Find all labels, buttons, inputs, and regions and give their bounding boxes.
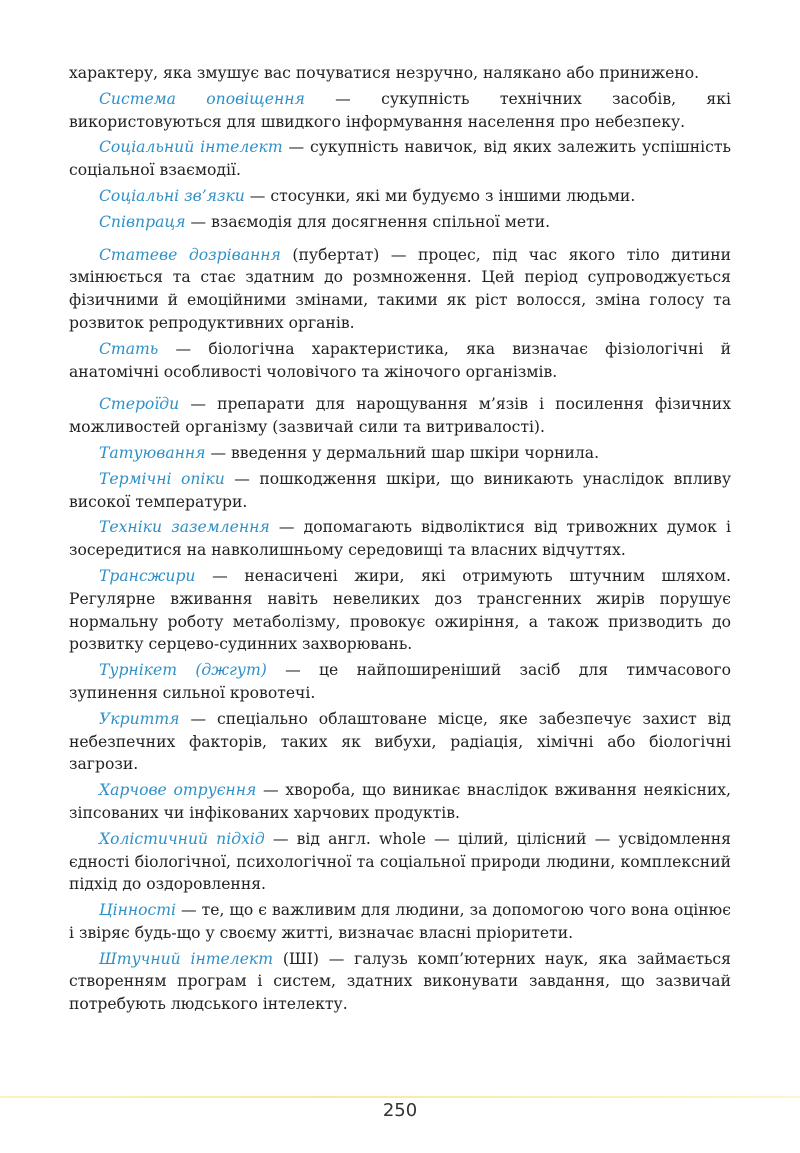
glossary-entry [69,442,731,465]
glossary-definition: — сукупність технічних засобів, які використовуються для швидкого інформування населення про небезпеку. [69,89,732,131]
glossary-definition: (ШІ) — галузь комп’ютерних наук, яка займається створенням програм і систем, здатних виконувати завдання, що зазвичай потребують людського інтелекту. [69,949,732,1014]
glossary-entry [69,338,731,384]
glossary-definition: — спеціально облаштоване місце, яке забезпечує захист від небезпечних факторів, таких як вибухи, радіація, хімічні або біологічні загрози. [69,709,731,774]
glossary-term: Турнікет (джгут) [99,661,267,680]
glossary-definition: — від англ. whole — цілий, цілісний — усвідомлення єдності біологічної, психологічної та соціальної природи людини, комплексний підхід до оздоровлення. [69,829,731,894]
glossary-term: Соціальні зв’язки [99,186,245,205]
glossary-entry [69,948,731,1016]
glossary-entry [69,88,731,134]
glossary-entry [69,828,731,896]
glossary-term: Холістичний підхід [99,829,265,848]
glossary-term: Соціальний інтелект [99,138,283,157]
glossary-entry [69,899,731,945]
glossary-term: Техніки заземлення [99,518,270,537]
glossary-entry [69,516,731,562]
glossary-term: Статеве дозрівання [99,245,281,264]
glossary-term: Стероїди [99,395,180,414]
glossary-term: Система оповіщення [99,89,305,108]
glossary-definition: — біологічна характеристика, яка визначає фізіологічні й анатомічні особливості чоловічого та жіночого організмів. [69,339,731,381]
glossary-entry [69,185,731,208]
glossary-definition: — сукупність навичок, від яких залежить успішність соціальної взаємодії. [69,138,731,180]
glossary-term: Укриття [99,709,180,728]
glossary-term: Цінності [99,901,177,920]
page-number: 250 [382,1100,418,1121]
glossary-definition: — допомагають відволіктися від тривожних думок і зосередитися на навколишньому середовищі та власних відчуттях. [69,518,731,560]
glossary-term: Татуювання [99,443,206,462]
glossary-entry [69,779,731,825]
glossary-definition: — ненасичені жири, які отримують штучним шляхом. Регулярне вживання навіть невеликих доз трансгенних жирів порушує нормальну роботу метаболізму, провокує ожиріння, а також призводить до розвитку серцево-судинних захворювань. [69,566,731,654]
glossary-entry [69,468,731,514]
glossary-definition: (пубертат) — процес, під час якого тіло дитини змінюється та стає здатним до розмноження. Цей період супроводжується фізичними й емоційними змінами, такими як ріст волосся, зміна голосу та розвиток репродуктивних органів. [69,245,732,332]
glossary-definition: — препарати для нарощування м’язів і посилення фізичних можливостей організму (зазвичай сили та витривалості). [69,395,731,437]
glossary-entry [69,136,731,182]
glossary-term: Співпраця [99,212,186,231]
glossary-entry [69,211,731,234]
glossary-definition: — це найпоширеніший засіб для тимчасового зупинення сильної кровотечі. [69,661,731,702]
glossary-definition: — введення у дермальний шар шкіри чорнила. [205,443,600,462]
glossary-definition: — те, що є важливим для людини, за допомогою чого вона оцінює і звіряє будь-що у своєму житті, визначає власні пріоритети. [69,901,731,942]
glossary-content [69,62,731,1019]
glossary-term: Трансжири [99,566,196,585]
glossary-entry [69,708,731,776]
glossary-entry [69,565,731,656]
glossary-term: Термічні опіки [99,469,225,488]
glossary-entry [69,659,731,705]
glossary-definition: — стосунки, які ми будуємо з іншими людьми. [244,186,636,205]
glossary-definition: — хвороба, що виникає внаслідок вживання неякісних, зіпсованих чи інфікованих харчових продуктів. [69,781,731,822]
glossary-definition: — взаємодія для досягнення спільної мети. [185,212,551,231]
glossary-term: Штучний інтелект [99,949,274,968]
glossary-entry [69,244,731,335]
lead-paragraph: характеру, яка змушує вас почуватися незручно, налякано або принижено. [69,64,700,82]
glossary-term: Харчове отруєння [99,781,257,800]
glossary-definition: — пошкодження шкіри, що виникають унаслідок впливу високої температури. [69,469,731,511]
glossary-term: Стать [99,339,159,358]
glossary-entry [69,393,731,439]
footer-divider [0,1096,800,1098]
